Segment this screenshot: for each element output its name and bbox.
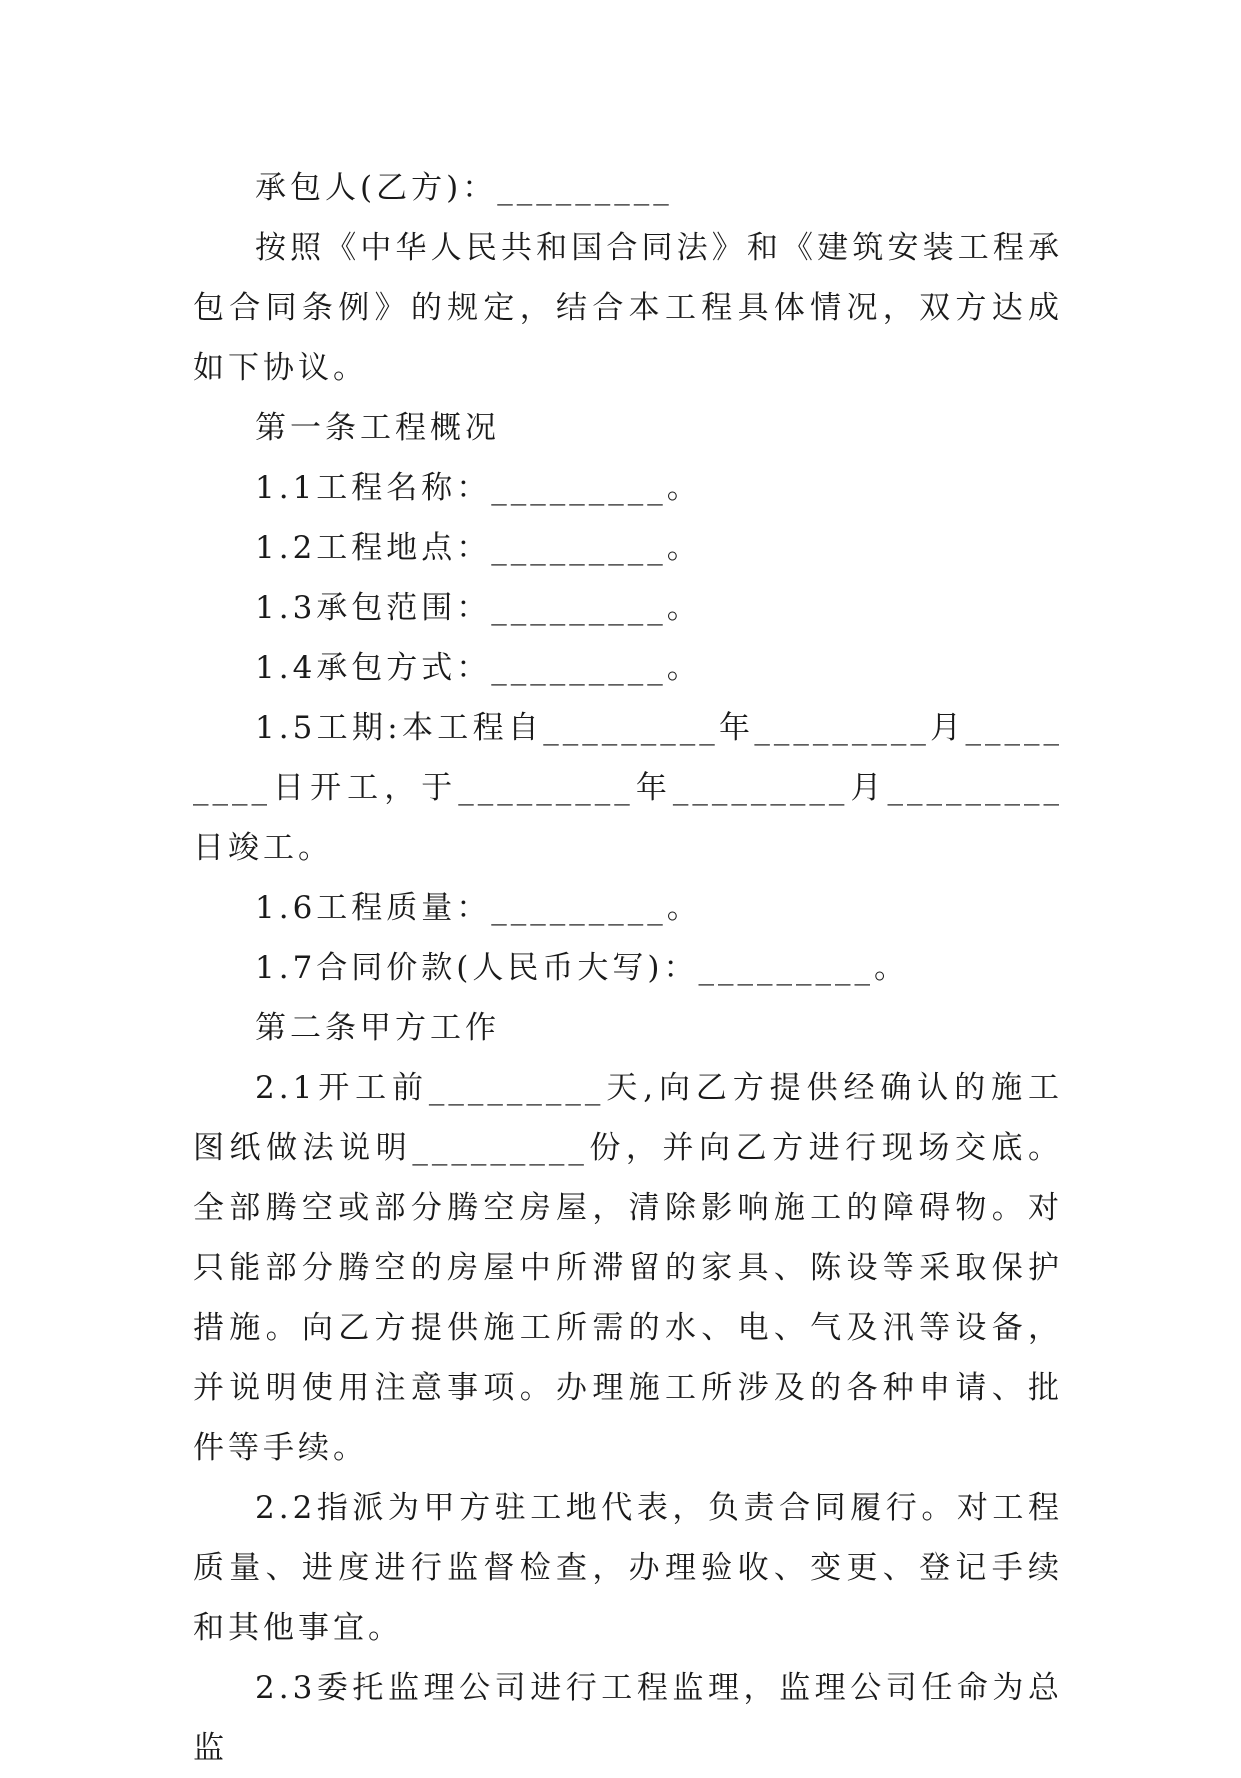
preamble-paragraph: 按照《中华人民共和国合同法》和《建筑安装工程承包合同条例》的规定，结合本工程具体情况，双方达成如下协议。 <box>193 230 1063 386</box>
clause-1-3: 1.3承包范围：_________。 <box>255 590 702 626</box>
clause-1-2: 1.2工程地点：_________。 <box>255 530 702 566</box>
clause-1-7: 1.7合同价款(人民币大写)：_________。 <box>255 950 909 986</box>
clause-2-3: 2.3委托监理公司进行工程监理，监理公司任命为总监 <box>193 1670 1063 1766</box>
clause-1-4: 1.4承包方式：_________。 <box>255 650 702 686</box>
clause-1-6: 1.6工程质量：_________。 <box>255 890 702 926</box>
clause-1-5: 1.5工期:本工程自_________年_________月_________日开工，于_________年_________月_________日竣工。 <box>193 710 1063 866</box>
clause-2-2: 2.2指派为甲方驻工地代表，负责合同履行。对工程质量、进度进行监督检查，办理验收、变更、登记手续和其他事宜。 <box>193 1490 1063 1646</box>
article-2-heading: 第二条甲方工作 <box>255 1010 500 1046</box>
contractor-party-line: 承包人(乙方)：_________ <box>255 170 673 206</box>
clause-1-1: 1.1工程名称：_________。 <box>255 470 702 506</box>
clause-2-1: 2.1开工前_________天,向乙方提供经确认的施工图纸做法说明_________份，并向乙方进行现场交底。全部腾空或部分腾空房屋，清除影响施工的障碍物。对只能部分腾空的房屋中所滞留的家具、陈设等采取保护措施。向乙方提供施工所需的水、电、气及汛等设备，并说明使用注意事项。办理施工所涉及的各种申请、批件等手续。 <box>193 1070 1063 1466</box>
document-body <box>193 158 1063 1778</box>
article-1-heading: 第一条工程概况 <box>255 410 500 446</box>
